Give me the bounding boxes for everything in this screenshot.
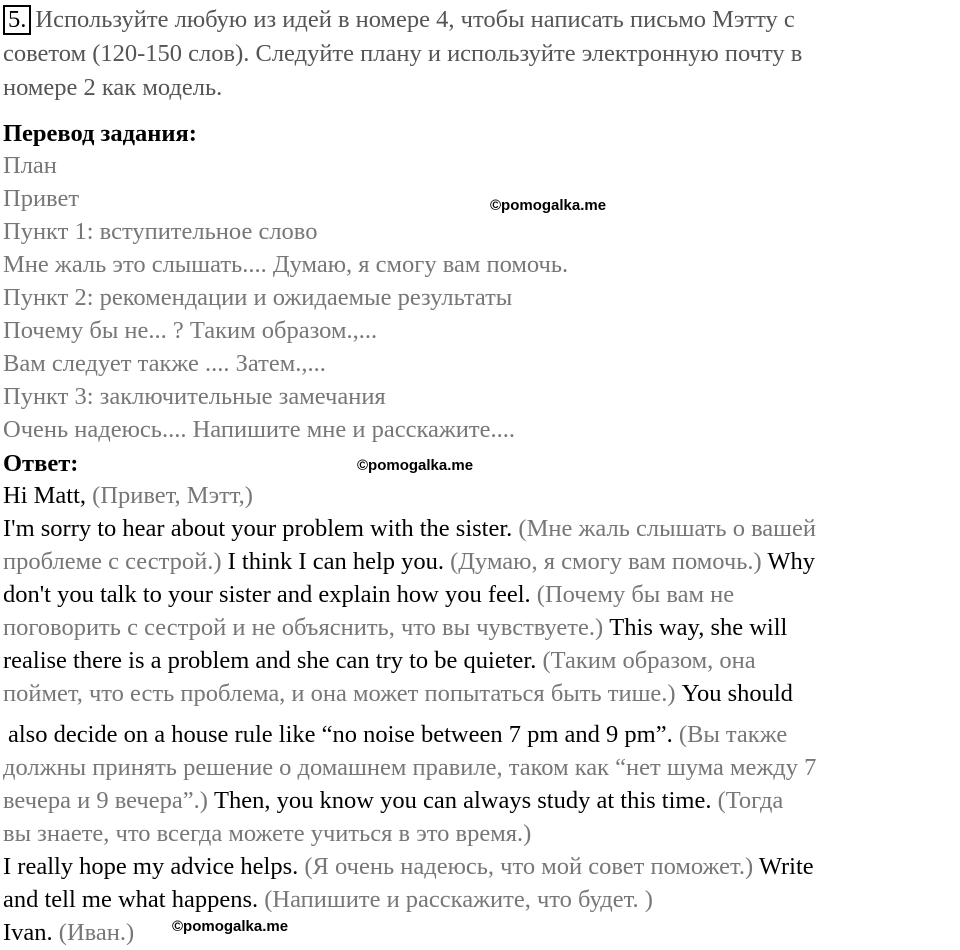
- answer-line: поговорить с сестрой и не объяснить, что вы чувствуете.) This way, she will: [3, 614, 788, 641]
- answer-line: realise there is a problem and she can try to be quieter. (Таким образом, она: [3, 647, 756, 674]
- answer-line: вы знаете, что всегда можете учиться в это время.): [3, 820, 532, 847]
- plan-line: Привет: [3, 185, 80, 212]
- plan-line: Мне жаль это слышать.... Думаю, я смогу вам помочь.: [3, 251, 569, 278]
- plan-line: Пункт 1: вступительное слово: [3, 218, 318, 245]
- plan-line: Пункт 2: рекомендации и ожидаемые результаты: [3, 284, 513, 311]
- answer-line: проблеме с сестрой.) I think I can help you. (Думаю, я смогу вам помочь.) Why: [3, 548, 815, 575]
- answer-line: вечера и 9 вечера”.) Then, you know you can always study at this time. (Тогда: [3, 787, 784, 814]
- task-line-2: советом (120-150 слов). Следуйте плану и используйте электронную почту в: [3, 40, 803, 67]
- answer-line: I'm sorry to hear about your problem with the sister. (Мне жаль слышать о вашей: [3, 515, 817, 542]
- plan-line: Почему бы не... ? Таким образом.,...: [3, 317, 378, 344]
- answer-line: Hi Matt, (Привет, Мэтт,): [3, 482, 253, 509]
- watermark: ©pomogalka.me: [172, 918, 289, 935]
- answer-line: also decide on a house rule like “no noise between 7 pm and 9 pm”. (Вы также: [8, 721, 788, 748]
- answer-line: поймет, что есть проблема, и она может попытаться быть тише.) You should: [3, 680, 793, 707]
- answer-line: don't you talk to your sister and explain how you feel. (Почему бы вам не: [3, 581, 735, 608]
- translation-heading: Перевод задания:: [3, 120, 197, 147]
- answer-line: I really hope my advice helps. (Я очень надеюсь, что мой совет поможет.) Write: [3, 853, 814, 880]
- task-number: 5.: [3, 5, 31, 35]
- watermark: ©pomogalka.me: [490, 197, 607, 214]
- task-line-3: номере 2 как модель.: [3, 74, 223, 101]
- task-line-1: 5. Используйте любую из идей в номере 4, чтобы написать письмо Мэтту с: [3, 4, 795, 36]
- plan-line: План: [3, 152, 57, 179]
- answer-line: должны принять решение о домашнем правиле, таком как “нет шума между 7: [3, 754, 817, 781]
- watermark: ©pomogalka.me: [357, 457, 474, 474]
- plan-line: Пункт 3: заключительные замечания: [3, 383, 386, 410]
- plan-line: Очень надеюсь.... Напишите мне и расскажите....: [3, 416, 515, 443]
- plan-line: Вам следует также .... Затем.,...: [3, 350, 326, 377]
- answer-line: and tell me what happens. (Напишите и расскажите, что будет. ): [3, 886, 653, 913]
- answer-heading: Ответ:: [3, 450, 79, 477]
- answer-line: Ivan. (Иван.): [3, 919, 135, 946]
